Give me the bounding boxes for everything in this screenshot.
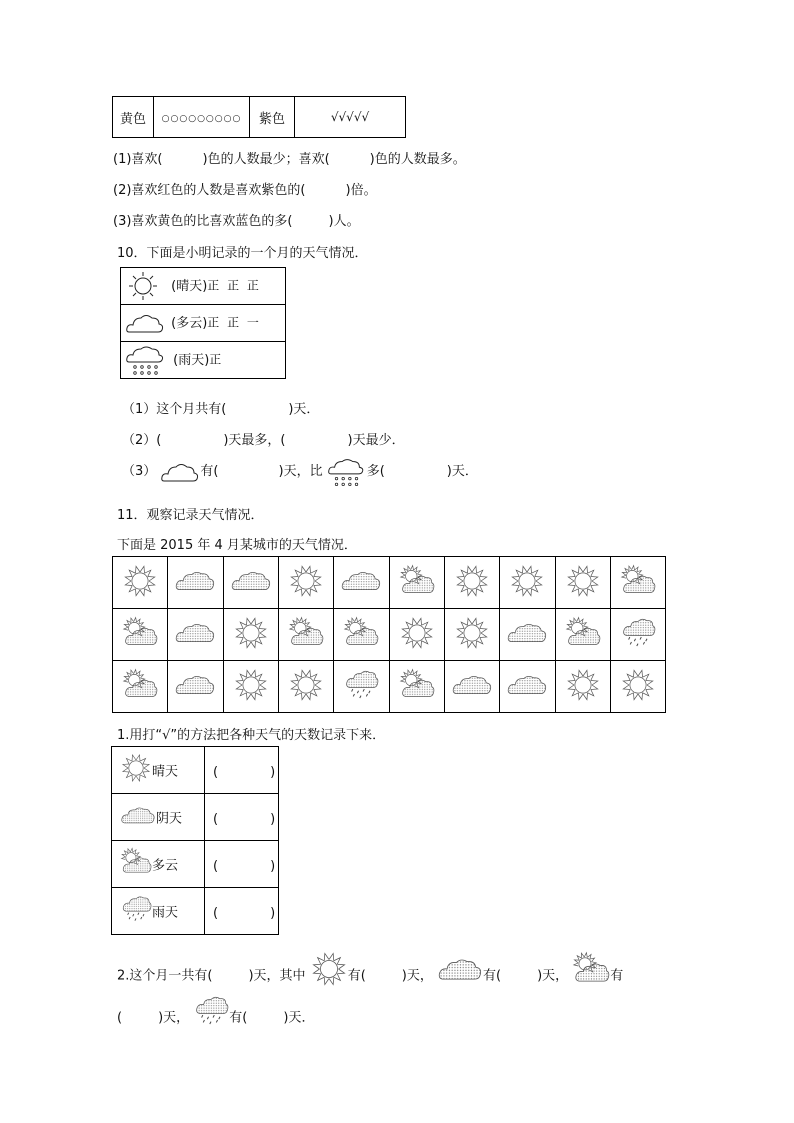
record-count-blank: ( ) — [213, 811, 276, 827]
q10-weather-table — [120, 267, 286, 379]
q9-s2b: )倍。 — [345, 183, 377, 198]
partly-cloudy-icon — [572, 950, 610, 1002]
q11-t2d: )天， — [401, 968, 433, 984]
record-weather-label: 多云 — [152, 858, 179, 874]
weather-grid-cell — [279, 609, 334, 661]
sun-icon — [288, 563, 324, 603]
table-row — [113, 661, 666, 713]
purple-label-cell — [250, 97, 295, 138]
q11-t2g: 有 — [610, 968, 624, 984]
weather-row-cloudy — [121, 305, 286, 342]
q10-line-3 — [122, 455, 478, 489]
record-count-cell — [205, 841, 279, 888]
rain-cloud-icon — [193, 993, 229, 1043]
weather-grid-cell — [113, 661, 168, 713]
weather-grid-cell — [555, 557, 610, 609]
weather-grid-cell — [113, 557, 168, 609]
record-weather-label: 阴天 — [156, 811, 183, 827]
q10-s3a: （3） — [122, 464, 157, 479]
sun-icon — [120, 752, 152, 788]
q9-s1c: )色的人数最多。 — [369, 152, 466, 167]
record-weather-cell — [112, 794, 205, 841]
q10-s2a: （2）( — [122, 433, 162, 448]
weather-grid-cell — [500, 557, 555, 609]
sun-icon — [310, 950, 348, 1002]
color-tally-table — [112, 96, 406, 138]
q10-s1b: )天． — [288, 402, 320, 417]
weather-grid-cell — [500, 661, 555, 713]
rain-icon — [327, 456, 367, 488]
purple-marks-cell — [295, 97, 406, 138]
q10-s2c: )天最少． — [347, 433, 405, 448]
record-weather-label: 雨天 — [152, 905, 179, 921]
sun-icon — [399, 615, 435, 655]
weather-grid-cell — [279, 661, 334, 713]
record-weather-cell — [112, 747, 205, 794]
weather-label: (晴天) — [171, 278, 208, 294]
partly-cloudy-icon — [565, 615, 601, 655]
overcast-cloud-icon — [230, 568, 272, 597]
sun-icon — [233, 615, 269, 655]
weather-grid-cell — [168, 557, 223, 609]
record-count-blank: ( ) — [213, 764, 276, 780]
yellow-marks: ○○○○○○○○○ — [161, 113, 242, 124]
weather-grid-cell — [389, 661, 444, 713]
q11-t2b: )天，其中 — [248, 968, 306, 984]
weather-grid-cell — [113, 609, 168, 661]
overcast-cloud-icon — [506, 620, 548, 649]
weather-grid-cell — [168, 661, 223, 713]
table-row — [113, 557, 666, 609]
weather-grid-cell — [555, 661, 610, 713]
q11-t2h: ( — [117, 1010, 123, 1026]
purple-marks: √√√√√ — [330, 109, 370, 124]
weather-grid-cell — [610, 661, 665, 713]
sun-icon — [509, 563, 545, 603]
partly-cloudy-icon — [343, 615, 379, 655]
record-count-blank: ( ) — [213, 905, 276, 921]
overcast-cloud-icon — [120, 804, 156, 830]
q11-t2c: 有( — [347, 968, 366, 984]
sun-icon — [454, 563, 490, 603]
record-count-blank: ( ) — [213, 858, 276, 874]
table-row — [112, 888, 279, 935]
weather-row-sunny — [121, 268, 286, 305]
weather-grid-cell — [334, 609, 389, 661]
q10-title: 10．下面是小明记录的一个月的天气情况． — [117, 246, 368, 261]
record-weather-cell — [112, 888, 205, 935]
q10-s1a: （1）这个月共有( — [122, 402, 227, 417]
q11-subtitle: 下面是 2015 年 4 月某城市的天气情况． — [117, 538, 357, 553]
weather-grid-cell — [223, 661, 278, 713]
q9-line-3 — [113, 210, 360, 229]
q9-s3a: (3)喜欢黄色的比喜欢蓝色的多( — [113, 214, 293, 229]
table-row — [113, 97, 406, 138]
q11-title: 11．观察记录天气情况． — [117, 508, 264, 523]
overcast-cloud-icon — [174, 568, 216, 597]
yellow-label: 黄色 — [119, 111, 146, 127]
q9-s1b: )色的人数最少；喜欢( — [202, 152, 330, 167]
record-count-cell — [205, 794, 279, 841]
q10-s3d: 多( — [366, 464, 385, 479]
weather-grid-cell — [389, 609, 444, 661]
overcast-cloud-icon — [174, 620, 216, 649]
sun-icon — [122, 563, 158, 603]
weather-grid-cell — [500, 609, 555, 661]
sun-icon — [454, 615, 490, 655]
rain-cloud-icon — [343, 667, 379, 707]
table-row — [112, 747, 279, 794]
weather-record-table — [111, 746, 279, 935]
record-count-cell — [205, 888, 279, 935]
weather-row-rainy — [121, 342, 286, 379]
weather-tally: 正 正 正 — [207, 278, 261, 293]
record-count-cell — [205, 747, 279, 794]
overcast-cloud-icon — [506, 672, 548, 701]
weather-tally: 正 — [209, 352, 224, 367]
april-weather-grid — [112, 556, 666, 713]
weather-label: (多云) — [171, 315, 208, 331]
q11-task2-line-2 — [117, 993, 314, 1043]
q10-s3b: 有( — [200, 464, 219, 479]
weather-label: (雨天) — [173, 352, 210, 368]
weather-grid-cell — [444, 557, 499, 609]
q10-s2b: )天最多，( — [223, 433, 286, 448]
q11-t2a: 2.这个月一共有( — [117, 968, 213, 984]
sun-icon — [565, 563, 601, 603]
table-row — [121, 342, 286, 379]
weather-grid-cell — [168, 609, 223, 661]
table-row — [121, 305, 286, 342]
q11-task1: 1.用打“√”的方法把各种天气的天数记录下来． — [117, 728, 386, 743]
table-row — [113, 609, 666, 661]
sun-icon — [233, 667, 269, 707]
cloud-icon — [125, 310, 165, 336]
q11-t2k: )天． — [283, 1010, 315, 1026]
table-row — [112, 841, 279, 888]
partly-cloudy-icon — [122, 615, 158, 655]
rain-cloud-icon — [120, 893, 152, 929]
weather-grid-cell — [223, 557, 278, 609]
weather-grid-cell — [444, 661, 499, 713]
cloud-icon — [160, 460, 200, 484]
q9-s3b: )人。 — [328, 214, 360, 229]
yellow-label-cell — [113, 97, 154, 138]
sun-icon — [565, 667, 601, 707]
sun-icon — [288, 667, 324, 707]
weather-grid-cell — [334, 557, 389, 609]
overcast-cloud-icon — [174, 672, 216, 701]
weather-grid-cell — [610, 609, 665, 661]
partly-cloudy-icon — [399, 667, 435, 707]
q10-s3e: )天． — [446, 464, 478, 479]
weather-grid-cell — [334, 661, 389, 713]
q10-s3c: )天，比 — [278, 464, 323, 479]
record-weather-label: 晴天 — [152, 764, 179, 780]
q9-line-2 — [113, 179, 377, 198]
weather-tally: 正 正 一 — [207, 315, 261, 330]
partly-cloudy-icon — [399, 563, 435, 603]
sun-icon — [125, 271, 161, 301]
weather-grid-cell — [610, 557, 665, 609]
partly-cloudy-icon — [120, 846, 152, 882]
q11-t2f: )天， — [537, 968, 569, 984]
weather-grid-cell — [389, 557, 444, 609]
q10-line-1 — [122, 398, 319, 417]
rain-icon — [125, 344, 167, 376]
record-weather-cell — [112, 841, 205, 888]
q11-t2i: )天， — [158, 1010, 190, 1026]
weather-grid-cell — [555, 609, 610, 661]
rain-cloud-icon — [620, 615, 656, 655]
weather-grid-cell — [279, 557, 334, 609]
yellow-marks-cell — [154, 97, 250, 138]
q11-t2j: 有( — [229, 1010, 248, 1026]
overcast-cloud-icon — [437, 955, 483, 997]
q11-t2e: 有( — [483, 968, 502, 984]
q10-line-2 — [122, 429, 405, 448]
table-row — [112, 794, 279, 841]
table-row — [121, 268, 286, 305]
sun-icon — [620, 667, 656, 707]
weather-grid-cell — [444, 609, 499, 661]
partly-cloudy-icon — [288, 615, 324, 655]
weather-grid-cell — [223, 609, 278, 661]
purple-label: 紫色 — [258, 111, 285, 127]
q9-line-1 — [113, 148, 466, 167]
q9-s1a: (1)喜欢( — [113, 152, 163, 167]
overcast-cloud-icon — [451, 672, 493, 701]
overcast-cloud-icon — [340, 568, 382, 597]
partly-cloudy-icon — [122, 667, 158, 707]
q9-s2a: (2)喜欢红色的人数是喜欢紫色的( — [113, 183, 306, 198]
partly-cloudy-icon — [620, 563, 656, 603]
